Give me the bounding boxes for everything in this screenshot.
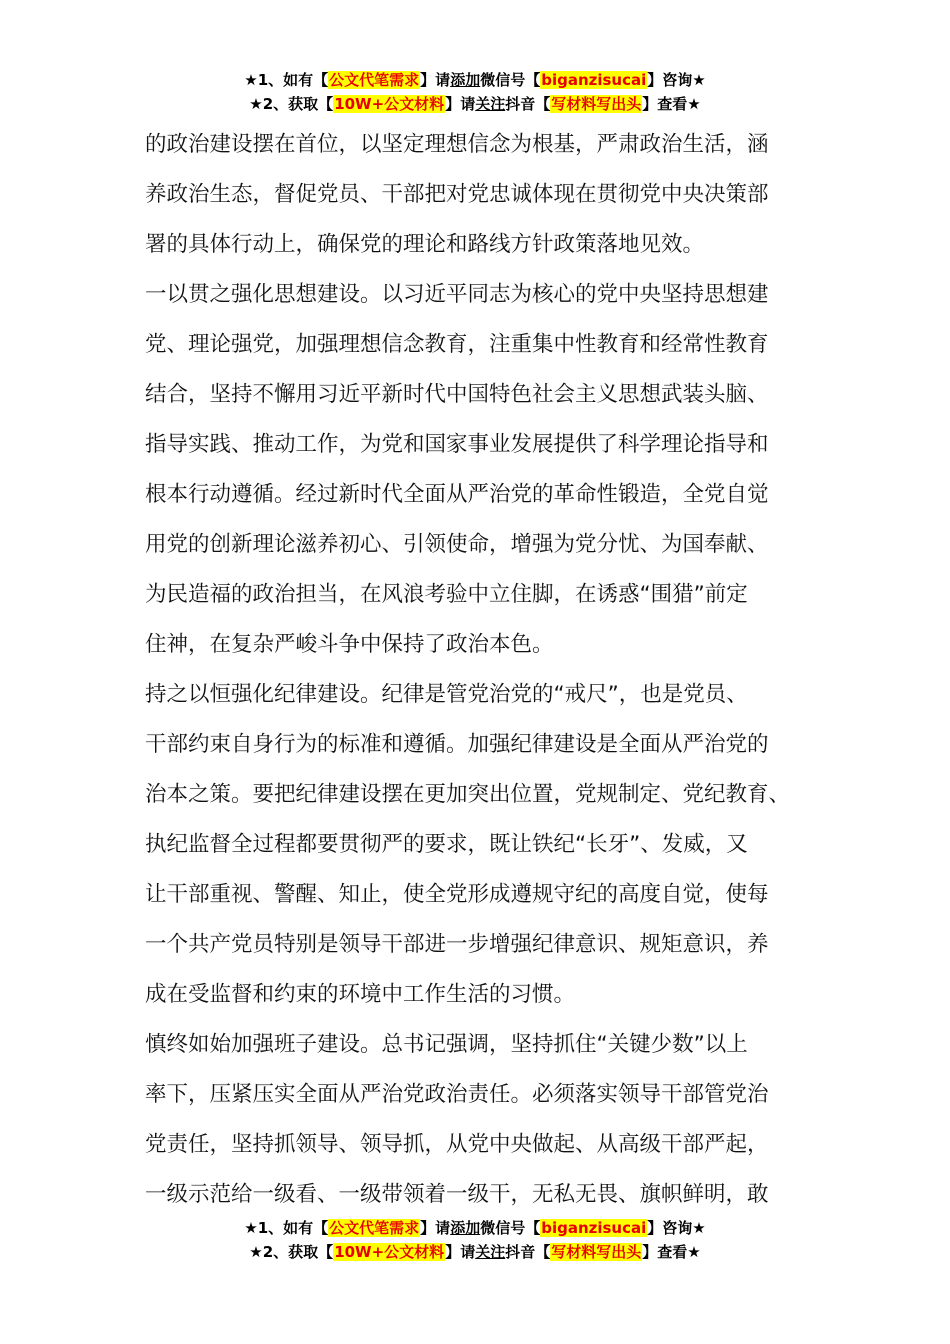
footer-banner-line-1: ★1、如有【公文代笔需求】请添加微信号【biganzisucai】咨询★ [244,1219,706,1237]
highlight-douyin-account: 写材料写出头 [551,1243,642,1261]
highlight-materials: 10W+公文材料 [334,95,445,113]
highlight-materials: 10W+公文材料 [334,1243,445,1261]
document-body [145,120,813,1220]
highlight-wechat-id: biganzisucai [541,1219,647,1237]
highlight-service: 公文代笔需求 [329,71,420,89]
header-banner-line-1: ★1、如有【公文代笔需求】请添加微信号【biganzisucai】咨询★ [244,71,706,89]
footer-banner-line-2: ★2、获取【10W+公文材料】请关注抖音【写材料写出头】查看★ [249,1243,701,1261]
footer-banner [0,1216,950,1264]
highlight-douyin-account: 写材料写出头 [551,95,642,113]
paragraph-discipline-building: 持之以恒强化纪律建设。纪律是管党治党的“戒尺”，也是党员、 干部约束自身行为的标准和遵循。加强纪律建设是全面从严治党的 治本之策。要把纪律建设摆在更加突出位置，党规制定、党纪教育、 执纪监督全过程都要贯彻严的要求，既让铁纪“长牙”、发威，又 让干部重视、警醒、知止，使全党形成遵规守纪的高度自觉，使每 一个共产党员特别是领导干部进一步增强纪律意识、规矩意识，养 成在受监督和约束的环境中工作生活的习惯。 [145,682,791,1007]
paragraph-leadership-building: 慎终如始加强班子建设。总书记强调，坚持抓住“关键少数”以上 率下，压紧压实全面从严治党政治责任。必须落实领导干部管党治 党责任，坚持抓领导、领导抓，从党中央做起、从高级干部严起， 一级示范给一级看、一级带领着一级干，无私无畏、旗帜鲜明，敢 [145,1032,769,1207]
highlight-wechat-id: biganzisucai [541,71,647,89]
highlight-service: 公文代笔需求 [329,1219,420,1237]
paragraph-ideological-building: 一以贯之强化思想建设。以习近平同志为核心的党中央坚持思想建 党、理论强党，加强理想信念教育，注重集中性教育和经常性教育 结合，坚持不懈用习近平新时代中国特色社会主义思想武装头脑、 指导实践、推动工作，为党和国家事业发展提供了科学理论指导和 根本行动遵循。经过新时代全面从严治党的革命性锻造，全党自觉 用党的创新理论滋养初心、引领使命，增强为党分忧、为国奉献、 为民造福的政治担当，在风浪考验中立住脚，在诱惑“围猎”前定 住神，在复杂严峻斗争中保持了政治本色。 [145,282,769,657]
header-banner-line-2: ★2、获取【10W+公文材料】请关注抖音【写材料写出头】查看★ [249,95,701,113]
header-banner [0,68,950,116]
paragraph-political-building: 的政治建设摆在首位，以坚定理想信念为根基，严肃政治生活，涵 养政治生态，督促党员、干部把对党忠诚体现在贯彻党中央决策部 署的具体行动上，确保党的理论和路线方针政策落地见效。 [145,132,769,257]
